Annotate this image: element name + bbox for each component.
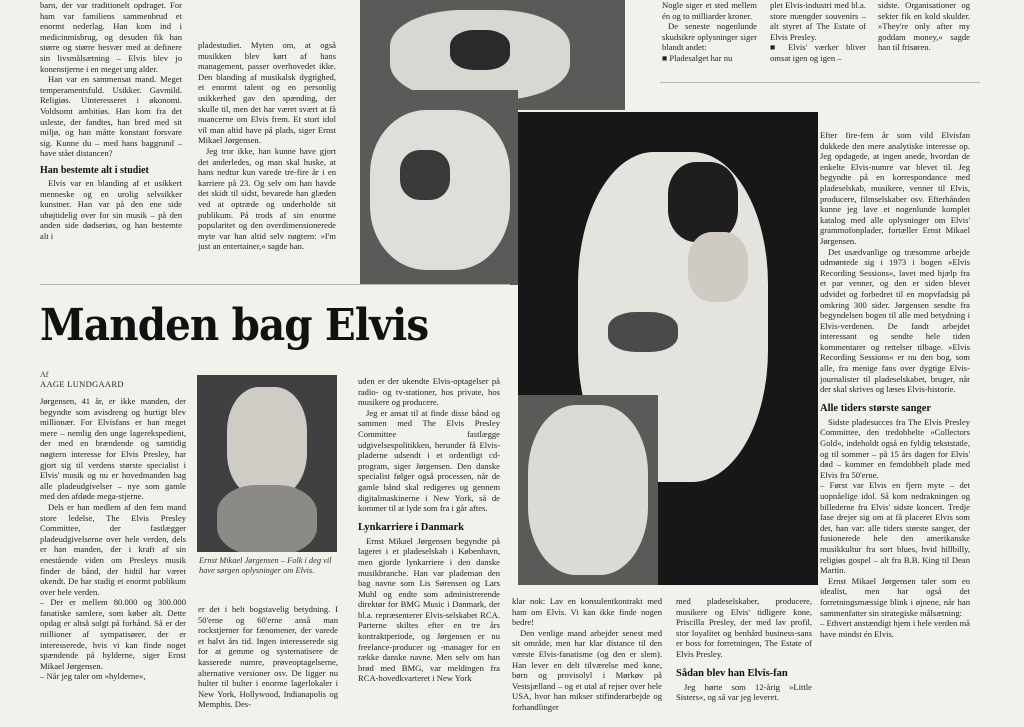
divider xyxy=(40,284,510,285)
subheading: Sådan blev han Elvis-fan xyxy=(676,667,788,679)
bottom-column-2 xyxy=(198,604,338,719)
paragraph: Dels er han medlem af den fem mand store ledelse, The Elvis Presley Committee, der fastlægger pladeudgivelserne over hele verden, dels er han manden, der i kraft af sin enestående viden om Presleys musik finder de bånd, der hidtil har været ukendt. De har stadig et enormt publikum over hele verden. xyxy=(40,501,186,597)
top-column-4 xyxy=(770,0,866,66)
portrait-photo xyxy=(197,375,337,552)
bottom-column-5 xyxy=(676,596,812,720)
byline-author: AAGE LUNDGAARD xyxy=(40,379,124,389)
paragraph: klar nok: Lav en konsulentkontrakt med ham om Elvis. Vi kan ikke finde nogen bedre! xyxy=(512,596,662,628)
paragraph: Elvis var en blanding af et usikkert menneske og en urolig selvsikker kunstner. Han var på den ene side uhøjtidelig over for sin musik – på den anden side dødseriøs, og han bestemte alt i xyxy=(40,177,182,241)
subheading: Lynkarriere i Danmark xyxy=(358,521,464,533)
paragraph: – Ethvert anstændigt hjem i hele verden må have mindst én Elvis. xyxy=(820,618,970,639)
paragraph: – Når jeg taler om »hylderne«, xyxy=(40,671,146,682)
elvis-photo-bottom xyxy=(518,395,658,585)
right-column xyxy=(820,130,970,720)
photo-caption: Ernst Mikael Jørgensen – Folk i deg vil have sørgen oplysninger om Elvis. xyxy=(199,556,332,575)
subheading: Alle tiders største sanger xyxy=(820,402,932,414)
paragraph: med pladeselskaber, producere, musikere og Elvis' tidligere kone, Priscilla Presley, der med lav profil, stor loyalitet og benhård business-sans er boss for forretningen, The Estate of Elvis Presley. xyxy=(676,596,812,659)
paragraph: Jørgensen, 41 år, er ikke manden, der begyndte som avisdreng og hurtigt blev millionær. For Elvisfans er han meget mere – nemlig den unge lagerekspedient, der med en brændende og samtidig nøgtern interesse for Elvis Presley, har gjort sig til verdens største specialist i Elvis' musik og nu er hovedmanden bag alle pladeudgivelser – nye som gamle med den afdøde mega-stjerne. xyxy=(40,396,186,502)
paragraph: ■ Pladesalget har nu xyxy=(662,52,733,63)
subheading: Han bestemte alt i studiet xyxy=(40,164,149,176)
top-column-3 xyxy=(662,0,757,66)
paragraph: De seneste nogenlunde skudsikre oplysninger siger blandt andet: xyxy=(662,21,757,53)
paragraph: Ernst Mikael Jørgensen taler som en idealist, men har også det forretningsmæssige blink i øjnene, når han sammenfatter sin strategiske målsætning: xyxy=(820,575,970,618)
paragraph: Jeg hørte som 12-årig »Little Sisters«, og så var jeg leveret. xyxy=(676,681,812,703)
paragraph: uden er der ukendte Elvis-optagelser på radio- og tv-stationer, hos private, hos musikere og producere. xyxy=(358,376,500,408)
top-column-1 xyxy=(40,0,182,268)
paragraph: Det usædvanlige og træsomme arbejde udmøntede sig i 1973 i bogen »Elvis Recording Sessions«, lavet med hjælp fra et par venner, og den er siden blevet udvidet og forbedret til en mopvfadsig på omkring 300 sider. Jørgensen sendte fra begyndelsen bogen til alle med betydning i Elvis-verdenen. De fandt arbejdet interessant og sendte hele tiden kommentarer og rettelser tilbage. »Elvis Recording Sessions« er nu den bog, som alle, fra menige fans over dygtige Elvis-journalister til pladeselskabet, bruger, når der skal skrives og læses Elvis-historie. xyxy=(820,246,970,395)
paragraph: Han var en sammensat mand. Meget temperamentsfuld. Usikker. Gavmild. Religiøs. Uinteresseret i økonomi. Voldsomt ambitiøs. Han kom fra det usleste, der fandtes, han bred med sit miljø, og han måtte konstant forsvare sig. Kunne du – med hans baggrund – have stået distancen? xyxy=(40,74,182,159)
paragraph: Sidste pladesucces fra The Elvis Presley Committee, den tredobbelte »Collectors Gold«, indeholdt også en fyldig tekststatle, og til sommer – på 15 års dagen for Elvis' død – kommer en femdobbelt plade med Elvis fra 50'erne. xyxy=(820,416,970,480)
paragraph: ■ Elvis' værker bliver omsat igen og igen – xyxy=(770,42,866,63)
paragraph: – Først var Elvis en fjern myte – det uopnåelige idol. Så kom nedrakningen og billederne fra Elvis' sidste koncert. Tredje fase drejer sig om at få placeret Elvis som det, han var: alle tiders største sanger, der fusionerede hele den amerikanske musikkultur fra sort blues, hvid hillbilly, religiøs gospel – alt fra B.B. King til Dean Martin. xyxy=(820,480,970,576)
bottom-column-4 xyxy=(512,596,662,720)
elvis-photo-middle xyxy=(360,90,518,285)
divider xyxy=(660,82,980,83)
paragraph: – Der er mellem 80.000 og 300.000 fanatiske samlere, som køber alt. Dette opdag er altså solgt på forhånd. Så er der millioner af sympatisører, der er interesserede, hvis vi kan finde noget spændende på hylderne, siger Ernst Mikael Jørgensen. xyxy=(40,597,186,671)
paragraph: sidste. Organisationer og sekter fik en kold skulder. »They're only after my goddam money,« sagde han til frisøren. xyxy=(878,0,970,53)
paragraph: Ernst Mikael Jørgensen begyndte på lageret i et pladeselskab i København, men gjorde lynkarriere i den danske musikbranche. Han var plademan den bag navne som Lis Sørensen og Lars Muhl og endte som administrerende direktør for BMG Music i Danmark, der bl.a. repræsenterer Elvis-selskabet RCA. Parterne skiltes efter en tre års kontraktperiode, og Jørgensen er nu freelance-producer og -manager for en række danske navne. Men selv om han brød med BMG, var meldingen fra RCA-hovedkvarteret i New York xyxy=(358,535,500,684)
top-column-2 xyxy=(198,40,336,252)
paragraph: barn, der var traditionelt opdraget. For ham var familiens sammenbrud et enormt nederlag. Han kom ind i medicinmisbrug, og desuden fik han større og større besvær med at definere sin livsmålsætning – Elvis blev jo konenstjerne i en meget ung alder. xyxy=(40,0,182,74)
paragraph: Den venlige mand arbejder senest med sit område, men har klar distance til den værste Elvis-fanatisme (og den er slem). Han lever en delt tilværelse med kone, børn og provisolyl i Mørkøv på Vestsjælland – og et utal af rejser over hele USA, hvor han mikser stifinderarbejde og forhandlinger xyxy=(512,627,662,712)
bottom-column-1 xyxy=(40,396,186,716)
paragraph: Nogle siger et sted mellem én og to milliarder kroner. xyxy=(662,0,757,21)
byline-prefix: Af xyxy=(40,370,49,379)
paragraph: pladestudiet. Myten om, at også musikken blev kørt af hans management, passer overhovedet ikke. Den blanding af musikalsk dygtighed, et enormt talent og en personlig usikkerhed gav den spænding, der skulle til, men det har været svært at få nuancerne om Elvis frem. Et stort idol vil man altid have på plads, siger Ernst Mikael Jørgensen. xyxy=(198,40,336,146)
paragraph: Jeg er ansat til at finde disse bånd og sammen med The Elvis Presley Committee fastlægge udgivelsespolitikken, herunder få Elvis-pladerne udsendt i et ordentligt cd-program, siger Jørgensen. Den danske specialist følger også processen, når de gamle bånd skal redigeres og gennem digitalmaskinerne i New York, så de kommer til at lyde som fra i går aftes. xyxy=(358,407,500,514)
headline: Manden bag Elvis xyxy=(40,300,429,351)
paragraph: Efter fire-fem år som vild Elvisfan dukkede den mere analytiske interesse op. Jeg opdagede, at ingen anede, hvordan de enkelte Elvis-numre var blevet til. Jeg begyndte på en korrespondance med pladeselskab, musikere, venner til Elvis, producere, filmselskaber osv. Efterhånden kunne jeg lave et nogenlunde komplet katalog med alle oplysninger om Elvis' grammofonplader, fortæller Ernst Mikael Jørgensen. xyxy=(820,130,970,246)
bottom-column-3 xyxy=(358,376,500,719)
top-column-5 xyxy=(878,0,970,66)
paragraph: er det i helt bogstavelig betydning. I 50'erne og 60'erne anså man rockstjerner for fænomener, der varede et halvt års tid. Ingen interesserede sig for at gemme og systematisere de kasserede numre, prøveoptagelserne, alternative versioner osv. De ligger nu hulter til bulter i enorme lagerlokaler i New York, Hollywood, Indianapolis og Memphis. Des- xyxy=(198,604,338,710)
paragraph: Jeg tror ikke, han kunne have gjort det anderledes, og man skal huske, at hans nedtur kun varede tre-fire år i en karriere på 23. Og selv om han havde det skidt til sidst, bevarede han glæden ved at optræde og underholde sit publikum. På trods af sin enorme popularitet og den overdimensionerede myte var han altid selv nøgtern: »I'm just an entertainer,« sagde han. xyxy=(198,145,336,252)
paragraph: plet Elvis-industri med bl.a. store mængder souvenirs – alt styret af The Estate of Elvis Presley. xyxy=(770,0,866,42)
